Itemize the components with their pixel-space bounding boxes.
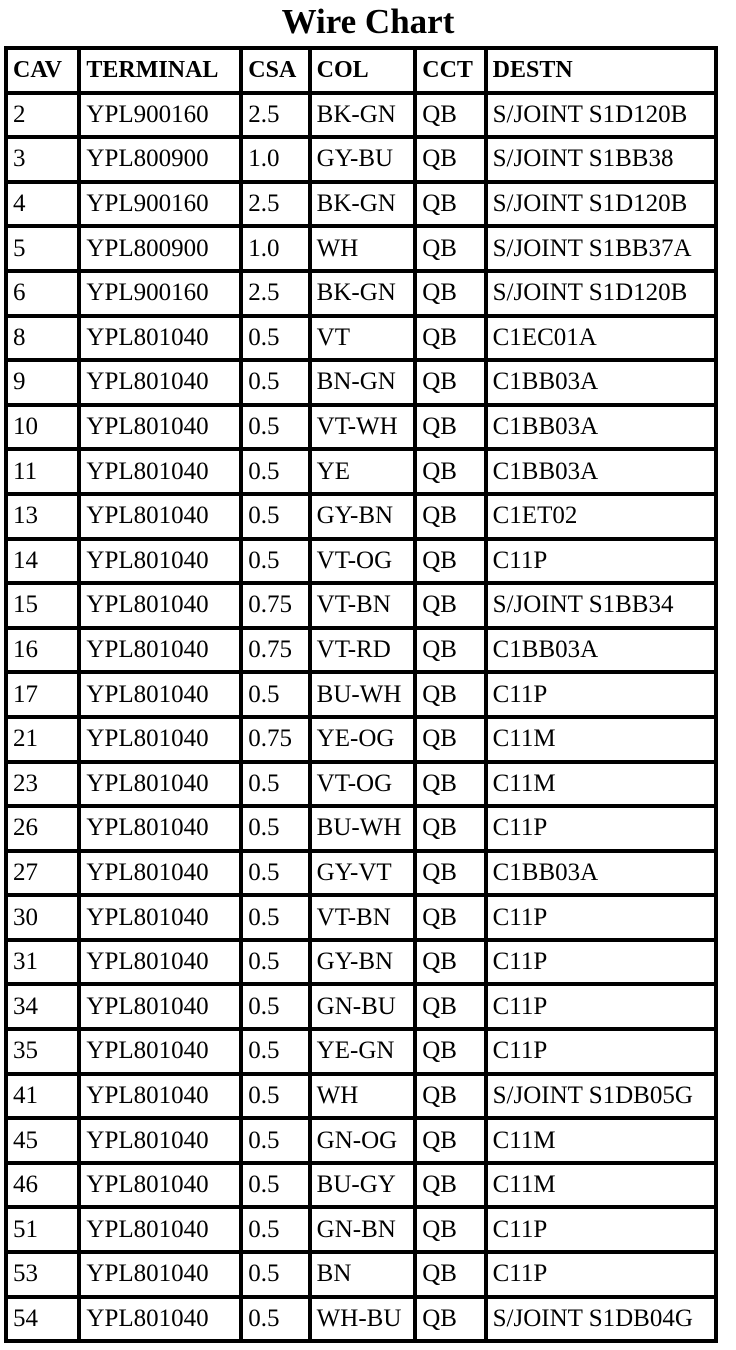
cell-cav: 27 xyxy=(8,853,77,894)
cell-cav: 4 xyxy=(8,184,77,225)
cell-col: VT-BN xyxy=(312,897,414,938)
cell-cav: 26 xyxy=(8,808,77,849)
cell-cav: 21 xyxy=(8,719,77,760)
wire-chart-table xyxy=(4,46,718,1343)
cell-terminal: YPL801040 xyxy=(81,674,239,715)
table-row xyxy=(8,630,714,671)
cell-col: BN xyxy=(312,1254,414,1295)
cell-col: YE-GN xyxy=(312,1031,414,1072)
table-row xyxy=(8,897,714,938)
cell-csa: 0.5 xyxy=(243,764,307,805)
cell-terminal: YPL801040 xyxy=(81,1299,239,1340)
cell-cct: QB xyxy=(417,139,483,180)
cell-terminal: YPL801040 xyxy=(81,585,239,626)
column-header-terminal: TERMINAL xyxy=(81,50,239,91)
cell-terminal: YPL801040 xyxy=(81,897,239,938)
table-row xyxy=(8,228,714,269)
cell-col: GY-VT xyxy=(312,853,414,894)
cell-col: YE xyxy=(312,451,414,492)
table-row xyxy=(8,764,714,805)
cell-destn: C11P xyxy=(488,897,714,938)
cell-terminal: YPL801040 xyxy=(81,362,239,403)
cell-terminal: YPL801040 xyxy=(81,407,239,448)
cell-col: GN-OG xyxy=(312,1120,414,1161)
cell-cav: 15 xyxy=(8,585,77,626)
cell-destn: C11P xyxy=(488,986,714,1027)
cell-col: BK-GN xyxy=(312,273,414,314)
table-row xyxy=(8,1120,714,1161)
cell-cct: QB xyxy=(417,451,483,492)
cell-terminal: YPL801040 xyxy=(81,1165,239,1206)
table-row xyxy=(8,986,714,1027)
column-header-destn: DESTN xyxy=(488,50,714,91)
cell-cct: QB xyxy=(417,541,483,582)
cell-terminal: YPL801040 xyxy=(81,1254,239,1295)
cell-cav: 16 xyxy=(8,630,77,671)
cell-destn: C1BB03A xyxy=(488,407,714,448)
cell-cav: 11 xyxy=(8,451,77,492)
table-row xyxy=(8,541,714,582)
cell-cav: 14 xyxy=(8,541,77,582)
cell-cct: QB xyxy=(417,496,483,537)
cell-csa: 0.75 xyxy=(243,630,307,671)
cell-csa: 0.5 xyxy=(243,541,307,582)
cell-csa: 2.5 xyxy=(243,273,307,314)
cell-cav: 54 xyxy=(8,1299,77,1340)
cell-cav: 23 xyxy=(8,764,77,805)
cell-csa: 0.5 xyxy=(243,496,307,537)
cell-destn: C11P xyxy=(488,1209,714,1250)
cell-cct: QB xyxy=(417,764,483,805)
header-row xyxy=(8,50,714,91)
cell-terminal: YPL801040 xyxy=(81,986,239,1027)
cell-col: GN-BU xyxy=(312,986,414,1027)
cell-cct: QB xyxy=(417,1031,483,1072)
cell-cav: 10 xyxy=(8,407,77,448)
table-row xyxy=(8,95,714,136)
cell-destn: S/JOINT S1D120B xyxy=(488,95,714,136)
cell-destn: C11P xyxy=(488,674,714,715)
cell-cct: QB xyxy=(417,318,483,359)
cell-destn: S/JOINT S1DB04G xyxy=(488,1299,714,1340)
table-row xyxy=(8,451,714,492)
cell-col: GN-BN xyxy=(312,1209,414,1250)
cell-terminal: YPL800900 xyxy=(81,228,239,269)
cell-csa: 0.5 xyxy=(243,853,307,894)
cell-cav: 8 xyxy=(8,318,77,359)
cell-col: WH xyxy=(312,228,414,269)
cell-csa: 1.0 xyxy=(243,139,307,180)
cell-destn: C11P xyxy=(488,1031,714,1072)
cell-cct: QB xyxy=(417,986,483,1027)
cell-col: BK-GN xyxy=(312,184,414,225)
cell-terminal: YPL801040 xyxy=(81,719,239,760)
cell-cct: QB xyxy=(417,719,483,760)
table-row xyxy=(8,808,714,849)
cell-cct: QB xyxy=(417,1076,483,1117)
table-row xyxy=(8,1076,714,1117)
cell-destn: S/JOINT S1BB38 xyxy=(488,139,714,180)
cell-cav: 34 xyxy=(8,986,77,1027)
cell-cav: 9 xyxy=(8,362,77,403)
cell-destn: C11P xyxy=(488,942,714,983)
cell-cav: 51 xyxy=(8,1209,77,1250)
cell-cct: QB xyxy=(417,942,483,983)
cell-destn: S/JOINT S1BB37A xyxy=(488,228,714,269)
table-row xyxy=(8,1299,714,1340)
cell-csa: 0.75 xyxy=(243,585,307,626)
cell-csa: 2.5 xyxy=(243,184,307,225)
table-row xyxy=(8,273,714,314)
cell-col: BU-WH xyxy=(312,808,414,849)
cell-cct: QB xyxy=(417,585,483,626)
cell-cct: QB xyxy=(417,407,483,448)
column-header-csa: CSA xyxy=(243,50,307,91)
cell-csa: 0.5 xyxy=(243,318,307,359)
cell-col: GY-BU xyxy=(312,139,414,180)
cell-col: GY-BN xyxy=(312,942,414,983)
cell-csa: 1.0 xyxy=(243,228,307,269)
table-row xyxy=(8,1209,714,1250)
cell-cav: 13 xyxy=(8,496,77,537)
cell-cct: QB xyxy=(417,184,483,225)
cell-cav: 35 xyxy=(8,1031,77,1072)
cell-terminal: YPL801040 xyxy=(81,1120,239,1161)
cell-destn: S/JOINT S1DB05G xyxy=(488,1076,714,1117)
cell-cav: 31 xyxy=(8,942,77,983)
cell-cav: 6 xyxy=(8,273,77,314)
table-row xyxy=(8,1031,714,1072)
cell-destn: C11P xyxy=(488,541,714,582)
cell-destn: C11P xyxy=(488,1254,714,1295)
cell-cav: 2 xyxy=(8,95,77,136)
column-header-cct: CCT xyxy=(417,50,483,91)
cell-csa: 0.5 xyxy=(243,1299,307,1340)
cell-terminal: YPL801040 xyxy=(81,1076,239,1117)
cell-destn: S/JOINT S1BB34 xyxy=(488,585,714,626)
cell-col: BU-GY xyxy=(312,1165,414,1206)
cell-cav: 17 xyxy=(8,674,77,715)
cell-cct: QB xyxy=(417,853,483,894)
cell-terminal: YPL800900 xyxy=(81,139,239,180)
cell-col: BK-GN xyxy=(312,95,414,136)
cell-destn: S/JOINT S1D120B xyxy=(488,184,714,225)
cell-terminal: YPL801040 xyxy=(81,853,239,894)
cell-destn: C11M xyxy=(488,719,714,760)
column-header-col: COL xyxy=(312,50,414,91)
cell-cav: 5 xyxy=(8,228,77,269)
table-header xyxy=(8,50,714,91)
cell-cav: 41 xyxy=(8,1076,77,1117)
table-row xyxy=(8,407,714,448)
table-row xyxy=(8,184,714,225)
table-row xyxy=(8,362,714,403)
cell-csa: 0.5 xyxy=(243,1254,307,1295)
cell-cct: QB xyxy=(417,273,483,314)
cell-csa: 0.75 xyxy=(243,719,307,760)
cell-csa: 0.5 xyxy=(243,674,307,715)
cell-col: GY-BN xyxy=(312,496,414,537)
cell-destn: S/JOINT S1D120B xyxy=(488,273,714,314)
cell-cct: QB xyxy=(417,1120,483,1161)
cell-destn: C11M xyxy=(488,1120,714,1161)
cell-csa: 0.5 xyxy=(243,362,307,403)
cell-terminal: YPL801040 xyxy=(81,942,239,983)
cell-col: YE-OG xyxy=(312,719,414,760)
cell-cav: 53 xyxy=(8,1254,77,1295)
cell-terminal: YPL900160 xyxy=(81,95,239,136)
cell-csa: 0.5 xyxy=(243,897,307,938)
cell-csa: 0.5 xyxy=(243,407,307,448)
cell-terminal: YPL900160 xyxy=(81,184,239,225)
cell-destn: C11M xyxy=(488,1165,714,1206)
cell-col: VT-WH xyxy=(312,407,414,448)
cell-col: VT xyxy=(312,318,414,359)
cell-csa: 0.5 xyxy=(243,1076,307,1117)
cell-csa: 0.5 xyxy=(243,808,307,849)
cell-cct: QB xyxy=(417,1299,483,1340)
cell-terminal: YPL801040 xyxy=(81,1031,239,1072)
table-row xyxy=(8,1165,714,1206)
cell-csa: 0.5 xyxy=(243,1165,307,1206)
cell-col: BU-WH xyxy=(312,674,414,715)
cell-destn: C1BB03A xyxy=(488,451,714,492)
cell-col: WH xyxy=(312,1076,414,1117)
table-row xyxy=(8,318,714,359)
cell-terminal: YPL801040 xyxy=(81,541,239,582)
cell-cav: 30 xyxy=(8,897,77,938)
column-header-cav: CAV xyxy=(8,50,77,91)
cell-cct: QB xyxy=(417,808,483,849)
cell-terminal: YPL801040 xyxy=(81,764,239,805)
cell-col: VT-OG xyxy=(312,541,414,582)
cell-cct: QB xyxy=(417,228,483,269)
cell-destn: C1ET02 xyxy=(488,496,714,537)
table-row xyxy=(8,853,714,894)
cell-terminal: YPL801040 xyxy=(81,496,239,537)
cell-terminal: YPL801040 xyxy=(81,451,239,492)
table-row xyxy=(8,1254,714,1295)
cell-cct: QB xyxy=(417,897,483,938)
cell-cct: QB xyxy=(417,1254,483,1295)
cell-cct: QB xyxy=(417,630,483,671)
cell-csa: 0.5 xyxy=(243,1031,307,1072)
cell-terminal: YPL900160 xyxy=(81,273,239,314)
table-row xyxy=(8,585,714,626)
cell-destn: C1BB03A xyxy=(488,853,714,894)
cell-csa: 0.5 xyxy=(243,1120,307,1161)
cell-destn: C1BB03A xyxy=(488,362,714,403)
table-row xyxy=(8,674,714,715)
cell-col: WH-BU xyxy=(312,1299,414,1340)
cell-cct: QB xyxy=(417,95,483,136)
cell-destn: C1BB03A xyxy=(488,630,714,671)
cell-col: VT-OG xyxy=(312,764,414,805)
cell-cct: QB xyxy=(417,674,483,715)
cell-csa: 0.5 xyxy=(243,986,307,1027)
cell-cav: 3 xyxy=(8,139,77,180)
cell-col: VT-RD xyxy=(312,630,414,671)
cell-col: BN-GN xyxy=(312,362,414,403)
cell-terminal: YPL801040 xyxy=(81,630,239,671)
table-row xyxy=(8,942,714,983)
cell-terminal: YPL801040 xyxy=(81,808,239,849)
cell-csa: 0.5 xyxy=(243,942,307,983)
cell-cct: QB xyxy=(417,1165,483,1206)
table-row xyxy=(8,139,714,180)
cell-cct: QB xyxy=(417,362,483,403)
cell-destn: C11M xyxy=(488,764,714,805)
cell-cct: QB xyxy=(417,1209,483,1250)
page-title: Wire Chart xyxy=(281,2,455,41)
cell-csa: 2.5 xyxy=(243,95,307,136)
cell-col: VT-BN xyxy=(312,585,414,626)
table-body xyxy=(8,95,714,1340)
cell-destn: C1EC01A xyxy=(488,318,714,359)
cell-cav: 45 xyxy=(8,1120,77,1161)
cell-terminal: YPL801040 xyxy=(81,318,239,359)
cell-terminal: YPL801040 xyxy=(81,1209,239,1250)
cell-csa: 0.5 xyxy=(243,1209,307,1250)
cell-destn: C11P xyxy=(488,808,714,849)
table-row xyxy=(8,496,714,537)
table-row xyxy=(8,719,714,760)
cell-csa: 0.5 xyxy=(243,451,307,492)
cell-cav: 46 xyxy=(8,1165,77,1206)
